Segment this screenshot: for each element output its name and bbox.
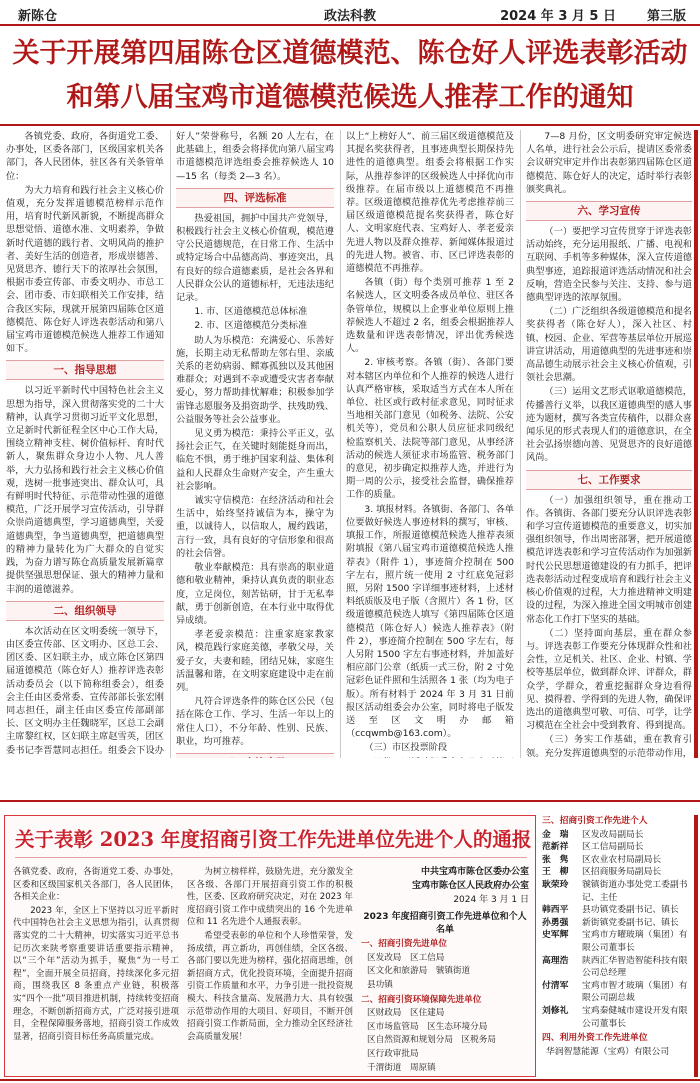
paragraph: 各镇党委、政府，各街道党工委、办事处，区委和区级国家机关各部门，各人民团体，各相关企业：: [13, 867, 179, 903]
paragraph: 为树立榜样样，鼓励先进，充分激发全区各级、各部门开展招商引资工作的积极性，区委、区政府研究决定，对在 2023 年度招商引资工作中成绩突出的 16 个先进单位和 11 名先进个人通报表彰。: [187, 867, 353, 928]
unit-names: 县功镇: [367, 979, 393, 990]
masthead: [0, 0, 700, 26]
person-title: 区工信局副局长: [582, 842, 644, 853]
unit-names: 千渭街道 周原镇: [367, 1062, 436, 1073]
commendation-notice: [4, 815, 536, 1077]
person-name: 付清军: [542, 980, 569, 991]
roster-category: 三、招商引资工作先进个人: [542, 816, 648, 826]
issue-date: 2024 年 3 月 5 日: [500, 9, 616, 24]
side-accent-rule: [694, 130, 698, 758]
page-bottom-rule: [0, 1079, 700, 1081]
paragraph: 希望受表彰的单位和个人珍惜荣誉，发扬成绩，再立新功，再创佳绩，全区各级、各部门要以先进为榜样，强化招商思维，创新招商方式，优化投资环境，全面提升招商引资工作质量和水平，力争引进一批投资规模大、科技含量高、发展潜力大、具有较强示范带动作用的大项目、好项目，不断开创招商引资工作新局面，全力推动全区经济社会高质量发展！: [187, 930, 353, 1042]
person-row: [542, 955, 696, 980]
page-number: 第三版: [646, 9, 686, 24]
person-title: 陕西汇华智造智能科技有限公司总经理: [582, 955, 688, 979]
section-rule: [0, 800, 700, 802]
paragraph: 助人为乐模范：充满爱心、乐善好施，长期主动无私帮助左邻右里、亲戚关系的老幼病弱、鳏寡孤独以及其他困难群众；对遇到不幸或遭受灾害者奉献爱心，努力帮助排忧解难；积极参加学雷锋志愿服务及捐资助学、扶残助残、公益服务等社会公益事业。: [176, 334, 334, 425]
paragraph: 敬业奉献模范：具有崇高的职业道德和敬业精神，秉持认真负责的职业态度，立足岗位，刻苦钻研，甘于无私奉献，勇于创新创造，在本行业中取得优异成绩。: [176, 562, 334, 626]
paragraph: （二）广泛组织各级道德模范和提名奖获得者（陈仓好人），深入社区、村镇、校园、企业、军营等基层单位开展巡讲宣讲活动，用道德典型的先进事迹和崇高品德生动展示社会主义核心价值观，引领社会思潮。: [526, 306, 692, 384]
paragraph: （一）要把学习宣传贯穿于评选表彰活动始终，充分运用报纸、广播、电视和互联网、手机等多种媒体，深入宣传道德典型事迹，追踪报道评选活动情况和社会反响，营造全民参与关注、支持、参与道德典型评选的浓厚氛围。: [526, 226, 692, 304]
person-row: [542, 1005, 696, 1030]
paragraph: 7—8 月份，区文明委研究审定候选人名单，进行社会公示后，提请区委常委会议研究审定并作出表彰第四届陈仓区道德模范、陈仓好人的决定，适时举行表彰颁奖典礼。: [526, 131, 692, 195]
article-column-2: [176, 130, 334, 758]
article-column-1: [6, 130, 164, 758]
paragraph: （三）市区投票阶段: [364, 742, 448, 754]
list-title: 2023 年度招商引资工作先进单位和个人名单: [363, 912, 527, 935]
person-row: [542, 866, 696, 879]
paragraph: 热爱祖国，拥护中国共产党领导，积极践行社会主义核心价值观，模范遵守公民道德规范，在日常工作、生活中或特定场合中品德高尚、事迹突出，具有良好的综合道德素质，是社会各界和人民群众公认的道德标杆，无违法违纪记录。: [176, 212, 334, 304]
person-title: 县功镇党委副书记、镇长: [582, 905, 679, 916]
paragraph: 2. 市、区道德模范分类标准: [194, 320, 308, 332]
person-title: 新街镇党委副书记、镇长: [582, 917, 679, 928]
person-name: 耿荣玲: [542, 879, 569, 890]
column-divider: [170, 130, 171, 758]
paragraph: 2. 审核考察。各镇（街）、各部门要对本辖区内单位和个人推荐的候选人进行认真严格审核，采取适当方式在本人所在单位、社区或行政村征求意见，同时征求当地相关部门意见（如税务、法院、公安机关等），党员和公职人员应征求同级纪检监察机关、法院等部门意见，从事经济活动的候选人须征求市场监管、税务部门的意见，初步确定拟推荐人选，并进行为期一周的公示，接受社会监督，确保推荐工作的质量。: [346, 357, 514, 501]
paper-name: 新陈仓: [18, 9, 58, 24]
issue-date: 2024 年 3 月 1 日: [453, 895, 529, 905]
paragraph: 各镇党委、政府，各街道党工委、办事处，区委各部门，区级国家机关各部门，各人民团体，驻区各有关条管单位：: [6, 131, 164, 182]
section-heading: [176, 753, 334, 758]
issuing-office: 中共宝鸡市陈仓区委办公室: [420, 867, 529, 877]
paragraph: （三）运用文艺形式讴歌道德模范，传播善行义举，以我区道德典型的感人事迹为题材，撰写各类宣传稿件，以群众喜闻乐见的形式表现人们的道德意识，在全社会弘扬崇德向善、见贤思齐的良好道德风尚。: [526, 386, 692, 464]
notice-column-3: [361, 866, 529, 1074]
headline-line-1: 关于开展第四届陈仓区道德模范、陈仓好人评选表彰活动: [12, 38, 688, 69]
unit-names: 区自然资源和规划分局 区税务局: [367, 1035, 496, 1046]
paragraph: （三）务实工作基础，重在教育引领。充分发挥道德典型的示范带动作用，: [526, 734, 692, 758]
paragraph: 为大力培育和践行社会主义核心价值观，充分发挥道德模范榜样示范作用，培育时代新风新貌，不断提高群众思想觉悟、道德水准、文明素养，争做新时代道德的践行者、文明风尚的推护者、美好生活的创造者，形成崇德善、见贤思齐、德行天下的浓厚社会氛围，根据市委宣传部、市委文明办、市总工会、团市委、市妇联相关工作安排，结合我区实际，现就开展第四届陈仓区道德模范、陈仓好人评选表彰活动和第八届宝鸡市道德模范候选人推荐工作通知如下。: [6, 184, 164, 355]
article-column-3: [346, 130, 514, 758]
paragraph: （二）坚持面向基层，重在群众参与。评选表彰工作要充分体现群众性和社会性，立足机关、社区、企业、村镇、学校等基层单位，做到群众评、评群众，群众学，学群众，着重挖掘群众身边看得见、摸得着、学得到的先进人物，确保评选出的道德典型可敬、可信、可学，让学习模范在全社会中受到教育、得到提高。: [526, 627, 692, 732]
paragraph: 3. 填报材料。各镇街、各部门、各单位要做好候选人事迹材料的撰写，审核、填报工作，所报道德模范候选人推荐表须附填报《第八届宝鸡市道德模范候选人推荐表》（附件 1），事迹简介控制在 500 字左右，照片统一使用 2 寸红底免冠彩照，另附 1500 字详细事迹材料，上述材料纸质版及电子版（含照片）各 1 份，区级道德模范候选人填写《第四届陈仓区道德模范（陈仓好人）候选人推荐表》（附件 2），事迹简介控制在 500 字左右，每人另附 1500 字左右事迹材料，并加盖好相应部门公章（纸质一式三份，附 2 寸免冠彩色证件照和生活照各 1 张（均为电子版）。所有材料于 2024 年 3 月 31 日前报区活动组委会办公室，同时将电子版发送至区文明办邮箱（ccqwmb@163.com）。: [346, 503, 514, 740]
section-heading: 六、学习宣传: [526, 201, 692, 221]
section-heading: 一、指导思想: [6, 360, 164, 380]
person-title: 区发改局副局长: [582, 829, 644, 840]
paragraph: 1. 市、区道德模范总体标准: [194, 306, 308, 318]
person-title: 宝鸡秦健城市建设开发有限公司董事长: [582, 1005, 688, 1029]
paragraph: 凡符合评选条件的陈仓区公民（包括在陈仓工作、学习、生活一年以上的常住人口），不分年龄、性别、民族、职业，均可推荐。: [176, 696, 334, 747]
unit-names: 区文化和旅游局 虢镇街道: [367, 966, 471, 977]
section-heading: 七、工作要求: [526, 470, 692, 490]
unit-names: 区行政审批局: [367, 1048, 419, 1059]
section-name: 政法科教: [323, 9, 376, 24]
person-name: 韩西平: [542, 905, 569, 916]
person-title: 虢镇街道办事处党工委副书记、主任: [582, 879, 688, 903]
headline-line-2: 和第八届宝鸡市道德模范候选人推荐工作的通知: [66, 82, 634, 113]
person-name: 刘修礼: [542, 1005, 569, 1016]
paragraph: 本次活动在区文明委统一领导下，由区委宣传部、区文明办、区总工会、团区委、区妇联主办，成立陈仓区第四届道德模范（陈仓好人）推荐评选表彰活动委员会（以下简称组委会），组委会主任由区委常委、宣传部部长张宏刚同志担任，副主任由区委宣传部副部长、区文明办主任魏晓军，区总工会副主席黎红权，区妇联主席赵雪英，团区委书记李晋慧同志担任。组委会下设办: [6, 625, 164, 756]
person-name: 孙勇强: [542, 917, 569, 928]
headline-rule: [0, 124, 700, 126]
person-title: 区招商服务局副局长: [582, 867, 662, 878]
paragraph: 孝老爱亲模范：注重家庭家教家风，模范践行家庭美德，孝敬父母，关爱子女，夫妻和睦，团结兄妹，家庭生活温馨和谐，在文明家庭建设中走在前列。: [176, 629, 334, 693]
person-row: [542, 879, 696, 904]
person-name: 高理浩: [542, 955, 569, 966]
paragraph: 好人”荣誉称号，名额 20 人左右，在此基础上，组委会将择优向第八届宝鸡市道德模范评选组委会推荐候选人 10—15 名（每类 2—3 名）。: [176, 131, 334, 182]
notice-column-2: [187, 866, 353, 1074]
roster-category: 四、利用外资工作先进单位: [542, 1033, 648, 1044]
person-title: 宝鸡市智才玻璃（集团）有限公司副总裁: [582, 980, 688, 1004]
paragraph: 见义勇为模范：秉持公平正义，弘扬社会正气，在关键时刻能挺身而出，临危不惧，勇于维护国家利益、集体利益和人民群众生命财产安全，产生重大社会影响。: [176, 428, 334, 492]
person-name: 王 柳: [542, 867, 569, 878]
list-category: 一、招商引资先进单位: [361, 939, 447, 950]
unit-names: 区市场监管局 区生态环境分局: [367, 1021, 488, 1032]
person-name: 史军辉: [542, 930, 569, 941]
person-row: [542, 854, 696, 867]
person-row: [542, 904, 696, 917]
paragraph: 2023 年，全区上下坚持以习近平新时代中国特色社会主义思想为指引，认真贯彻落实党的二十大精神，切实落实习近平总书记历次来陕考察重要讲话重要指示精神，以“三个年”活动为抓手，聚焦“为一号工程”，全面开展全员招商，持续深化多元招商，围绕我区 8 条重点产业链，积极落实“四个一批”项目推进机制，持续转变招商理念，不断创新招商方式，广泛对接引进项目，全程保障服务落地，招商引资工作成效显著，招商引资目标任务高质量完成。: [13, 905, 179, 1042]
person-title: 宝鸡市方曜玻璃（集团）有限公司董事长: [582, 930, 688, 953]
advanced-individuals-list: [542, 815, 696, 1077]
list-category: 二、招商引资环境保障先进单位: [361, 994, 482, 1005]
person-row: [542, 929, 696, 954]
notice-title: 关于表彰 2023 年度招商引资工作先进单位先进个人的通报: [15, 822, 527, 858]
paragraph: 以上“上榜好人”、前三届区级道德模范及其提名奖获得者，且事迹典型长期保持先进性的道德典型。组委会将根据工作实际，从推荐参评的区级候选人中择优向市级推荐。在届市级以上道德模范不再推荐。区级道德模范推荐优先考虑推荐前三届区级道德模范提名奖获得者，陈仓好人、文明家庭代表、宝鸡好人、孝老爱亲先进人物以及群众推荐、新闻媒体报道过的先进人物。被省、市、区已评选表彰的道德模范不再推荐。: [346, 131, 514, 275]
notice-column-1: [13, 866, 179, 1074]
section-heading: 四、评选标准: [176, 188, 334, 208]
unit-names: 区财政局 区住建局: [367, 1008, 445, 1019]
paragraph: 诚实守信模范：在经济活动和社会生活中，始终坚持诚信为本，操守为重，以诚待人，以信取人，履约践诺，言行一致，具有良好的守信形象和很高的社会信誉。: [176, 495, 334, 559]
paragraph: 以习近平新时代中国特色社会主义思想为指导，深入贯彻落实党的二十大精神，认真学习贯彻习近平文化思想，立足新时代新征程全区中心工作大局，围绕立精神支柱、树价值标杆、育时代新人，聚焦群众身边小人物、凡人善举，大力弘扬和践行社会主义核心价值观，选树一批事迹突出、群众认可，具有鲜明时代特征、示范带动性强的道德模范，广泛开展学习宣传活动，引导群众崇尚道德典型，学习道德典型，关爱道德典型，争当道德典型，把道德典型的精神力量转化为广大群众的自觉实践，为奋力谱写陈仓高质量发展新篇章提供坚强思想保证、强大的精神力量和丰润的道德滋养。: [6, 385, 164, 595]
unit-names: 区发改局 区工信局: [367, 952, 445, 963]
person-row: [542, 829, 696, 842]
person-name: 张 隽: [542, 854, 569, 865]
column-divider: [520, 130, 521, 758]
foreign-investment-unit: 华润智慧能源（宝鸡）有限公司: [546, 1046, 670, 1057]
person-name: 金 瑞: [542, 829, 569, 840]
article-column-4: [526, 130, 692, 758]
column-divider: [340, 130, 341, 758]
paragraph: [346, 756, 514, 758]
person-title: 区农业农村局副局长: [582, 854, 662, 865]
person-row: [542, 841, 696, 854]
person-name: 范新祥: [542, 842, 569, 853]
paragraph: 各镇（街）每个类别可推荐 1 至 2 名候选人，区文明委各成员单位、驻区各条管单位，规模以上企事业单位原则上推荐候选人不超过 2 名，组委会根据推荐人选数量和评选表彰情况，评出优秀候选人。: [346, 277, 514, 355]
person-row: [542, 917, 696, 930]
side-accent-rule: [694, 815, 698, 1077]
paragraph: （一）加强组织领导，重在推动工作。各镇街、各部门要充分认识评选表彰和学习宣传道德模范的重要意义，切实加强组织领导，作出周密部署，把开展道德模范评选表彰和学习宣传活动作为加强新时代公民思想道德建设的有力抓手，把评选表彰活动过程变成培育和践行社会主义核心价值观的过程，大力推进精神文明建设的过程，为深入推进全国文明城市创建常态化工作打下坚实的基础。: [526, 494, 692, 625]
people-list: [542, 829, 696, 1031]
issuing-office: 宝鸡市陈仓区人民政府办公室: [411, 881, 529, 891]
person-row: [542, 980, 696, 1005]
section-heading: 二、组织领导: [6, 601, 164, 621]
